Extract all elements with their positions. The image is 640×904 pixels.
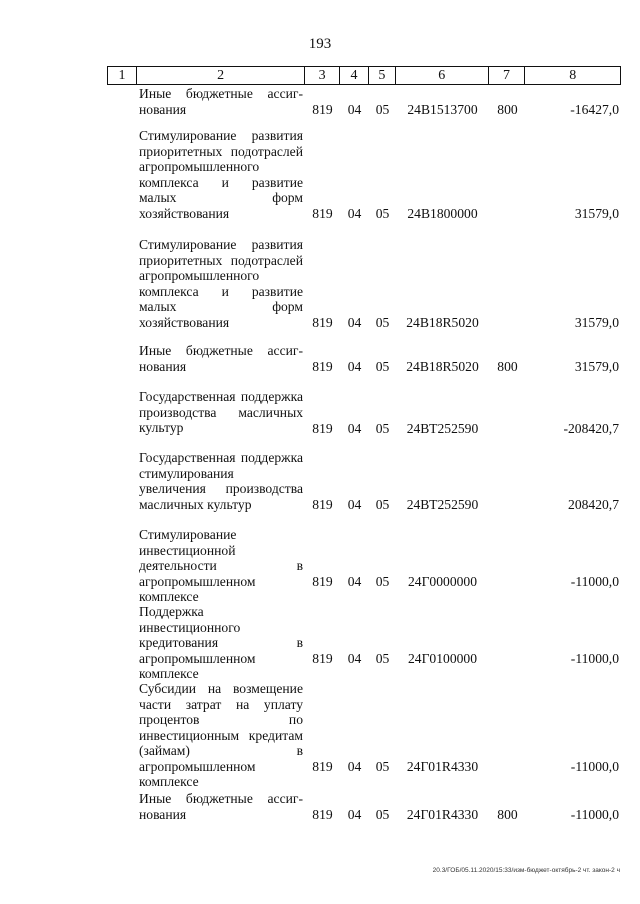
row-csr: 24ВТ252590 xyxy=(406,496,479,512)
row-pr: 05 xyxy=(375,314,390,330)
row-vr: 800 xyxy=(497,358,518,374)
table-row xyxy=(107,450,621,512)
row-sum: -16427,0 xyxy=(570,101,619,117)
row-csr: 24В18R5020 xyxy=(406,358,479,374)
page-number: 193 xyxy=(308,36,332,52)
column-header: 8 xyxy=(569,68,577,83)
row-sum: -208420,7 xyxy=(563,420,619,436)
row-pr: 05 xyxy=(375,806,390,822)
row-gr: 819 xyxy=(312,758,333,774)
row-pr: 05 xyxy=(375,650,390,666)
row-rz: 04 xyxy=(347,420,362,436)
row-rz: 04 xyxy=(347,573,362,589)
row-gr: 819 xyxy=(312,573,333,589)
row-sum: 31579,0 xyxy=(574,314,619,330)
row-gr: 819 xyxy=(312,496,333,512)
row-sum: -11000,0 xyxy=(570,650,619,666)
row-gr: 819 xyxy=(312,314,333,330)
row-csr: 24ВТ252590 xyxy=(406,420,479,436)
row-csr: 24В18R5020 xyxy=(406,314,479,330)
table-row xyxy=(107,681,621,789)
row-csr: 24Г0100000 xyxy=(407,650,478,666)
row-name: Иные бюджетные ассиг-нования xyxy=(139,343,303,374)
row-pr: 05 xyxy=(375,420,390,436)
row-name: Поддержка инвестиционного кредитования в агропромышленном комплексе xyxy=(139,604,303,681)
column-header: 5 xyxy=(369,67,396,84)
row-pr: 05 xyxy=(375,358,390,374)
row-sum: -11000,0 xyxy=(570,573,619,589)
table-row xyxy=(107,604,621,681)
table-row xyxy=(107,527,621,604)
column-header: 4 xyxy=(340,67,369,84)
column-header: 6 xyxy=(396,67,489,84)
row-name: Стимулирование инвестиционной деятельности в агропромышленном комплексе xyxy=(139,527,303,604)
row-csr: 24Г0000000 xyxy=(407,573,478,589)
row-pr: 05 xyxy=(375,101,390,117)
row-name: Иные бюджетные ассиг-нования xyxy=(139,86,303,117)
row-pr: 05 xyxy=(375,758,390,774)
table-header xyxy=(107,66,621,85)
row-name: Государственная поддержка стимулирования увеличения производства масличных культур xyxy=(139,450,303,512)
column-header: 2 xyxy=(137,67,305,84)
row-rz: 04 xyxy=(347,496,362,512)
row-rz: 04 xyxy=(347,806,362,822)
row-gr: 819 xyxy=(312,101,333,117)
row-gr: 819 xyxy=(312,650,333,666)
row-gr: 819 xyxy=(312,205,333,221)
row-name: Субсидии на возмещение части затрат на уплату процентов по инвестиционным кредитам (займам) в агропромышленном комплексе xyxy=(139,681,303,789)
row-sum: -11000,0 xyxy=(570,806,619,822)
row-gr: 819 xyxy=(312,358,333,374)
column-header: 3 xyxy=(305,67,340,84)
table-row xyxy=(107,237,621,330)
table-row xyxy=(107,343,621,374)
row-csr: 24Г01R4330 xyxy=(406,758,479,774)
row-name: Государственная поддержка производства масличных культур xyxy=(139,389,303,435)
row-pr: 05 xyxy=(375,573,390,589)
row-sum: 31579,0 xyxy=(574,358,619,374)
row-sum: 208420,7 xyxy=(568,496,619,512)
row-rz: 04 xyxy=(347,314,362,330)
column-header: 7 xyxy=(489,67,526,84)
table-row xyxy=(107,86,621,117)
row-rz: 04 xyxy=(347,758,362,774)
row-vr: 800 xyxy=(497,101,518,117)
table-row xyxy=(107,791,621,822)
column-header: 1 xyxy=(108,67,137,84)
table-row xyxy=(107,128,621,221)
row-name: Стимулирование развития приоритетных подотраслей агропромышленного комплекса и развитие малых форм хозяйствования xyxy=(139,237,303,330)
row-csr: 24В1513700 xyxy=(407,101,478,117)
row-gr: 819 xyxy=(312,420,333,436)
row-name: Иные бюджетные ассиг-нования xyxy=(139,791,303,822)
row-gr: 819 xyxy=(312,806,333,822)
row-rz: 04 xyxy=(347,650,362,666)
footer-note: 20.3/ГОБ/05.11.2020/15:33/изм-бюджет-октябрь-2 чт. закон-2 ч xyxy=(432,867,620,874)
row-pr: 05 xyxy=(375,205,390,221)
row-rz: 04 xyxy=(347,205,362,221)
row-name: Стимулирование развития приоритетных подотраслей агропромышленного комплекса и развитие малых форм хозяйствования xyxy=(139,128,303,221)
row-rz: 04 xyxy=(347,358,362,374)
row-sum: -11000,0 xyxy=(570,758,619,774)
row-csr: 24В1800000 xyxy=(407,205,478,221)
row-rz: 04 xyxy=(347,101,362,117)
table-row xyxy=(107,389,621,436)
row-sum: 31579,0 xyxy=(574,205,619,221)
row-vr: 800 xyxy=(497,806,518,822)
row-csr: 24Г01R4330 xyxy=(406,806,479,822)
row-pr: 05 xyxy=(375,496,390,512)
